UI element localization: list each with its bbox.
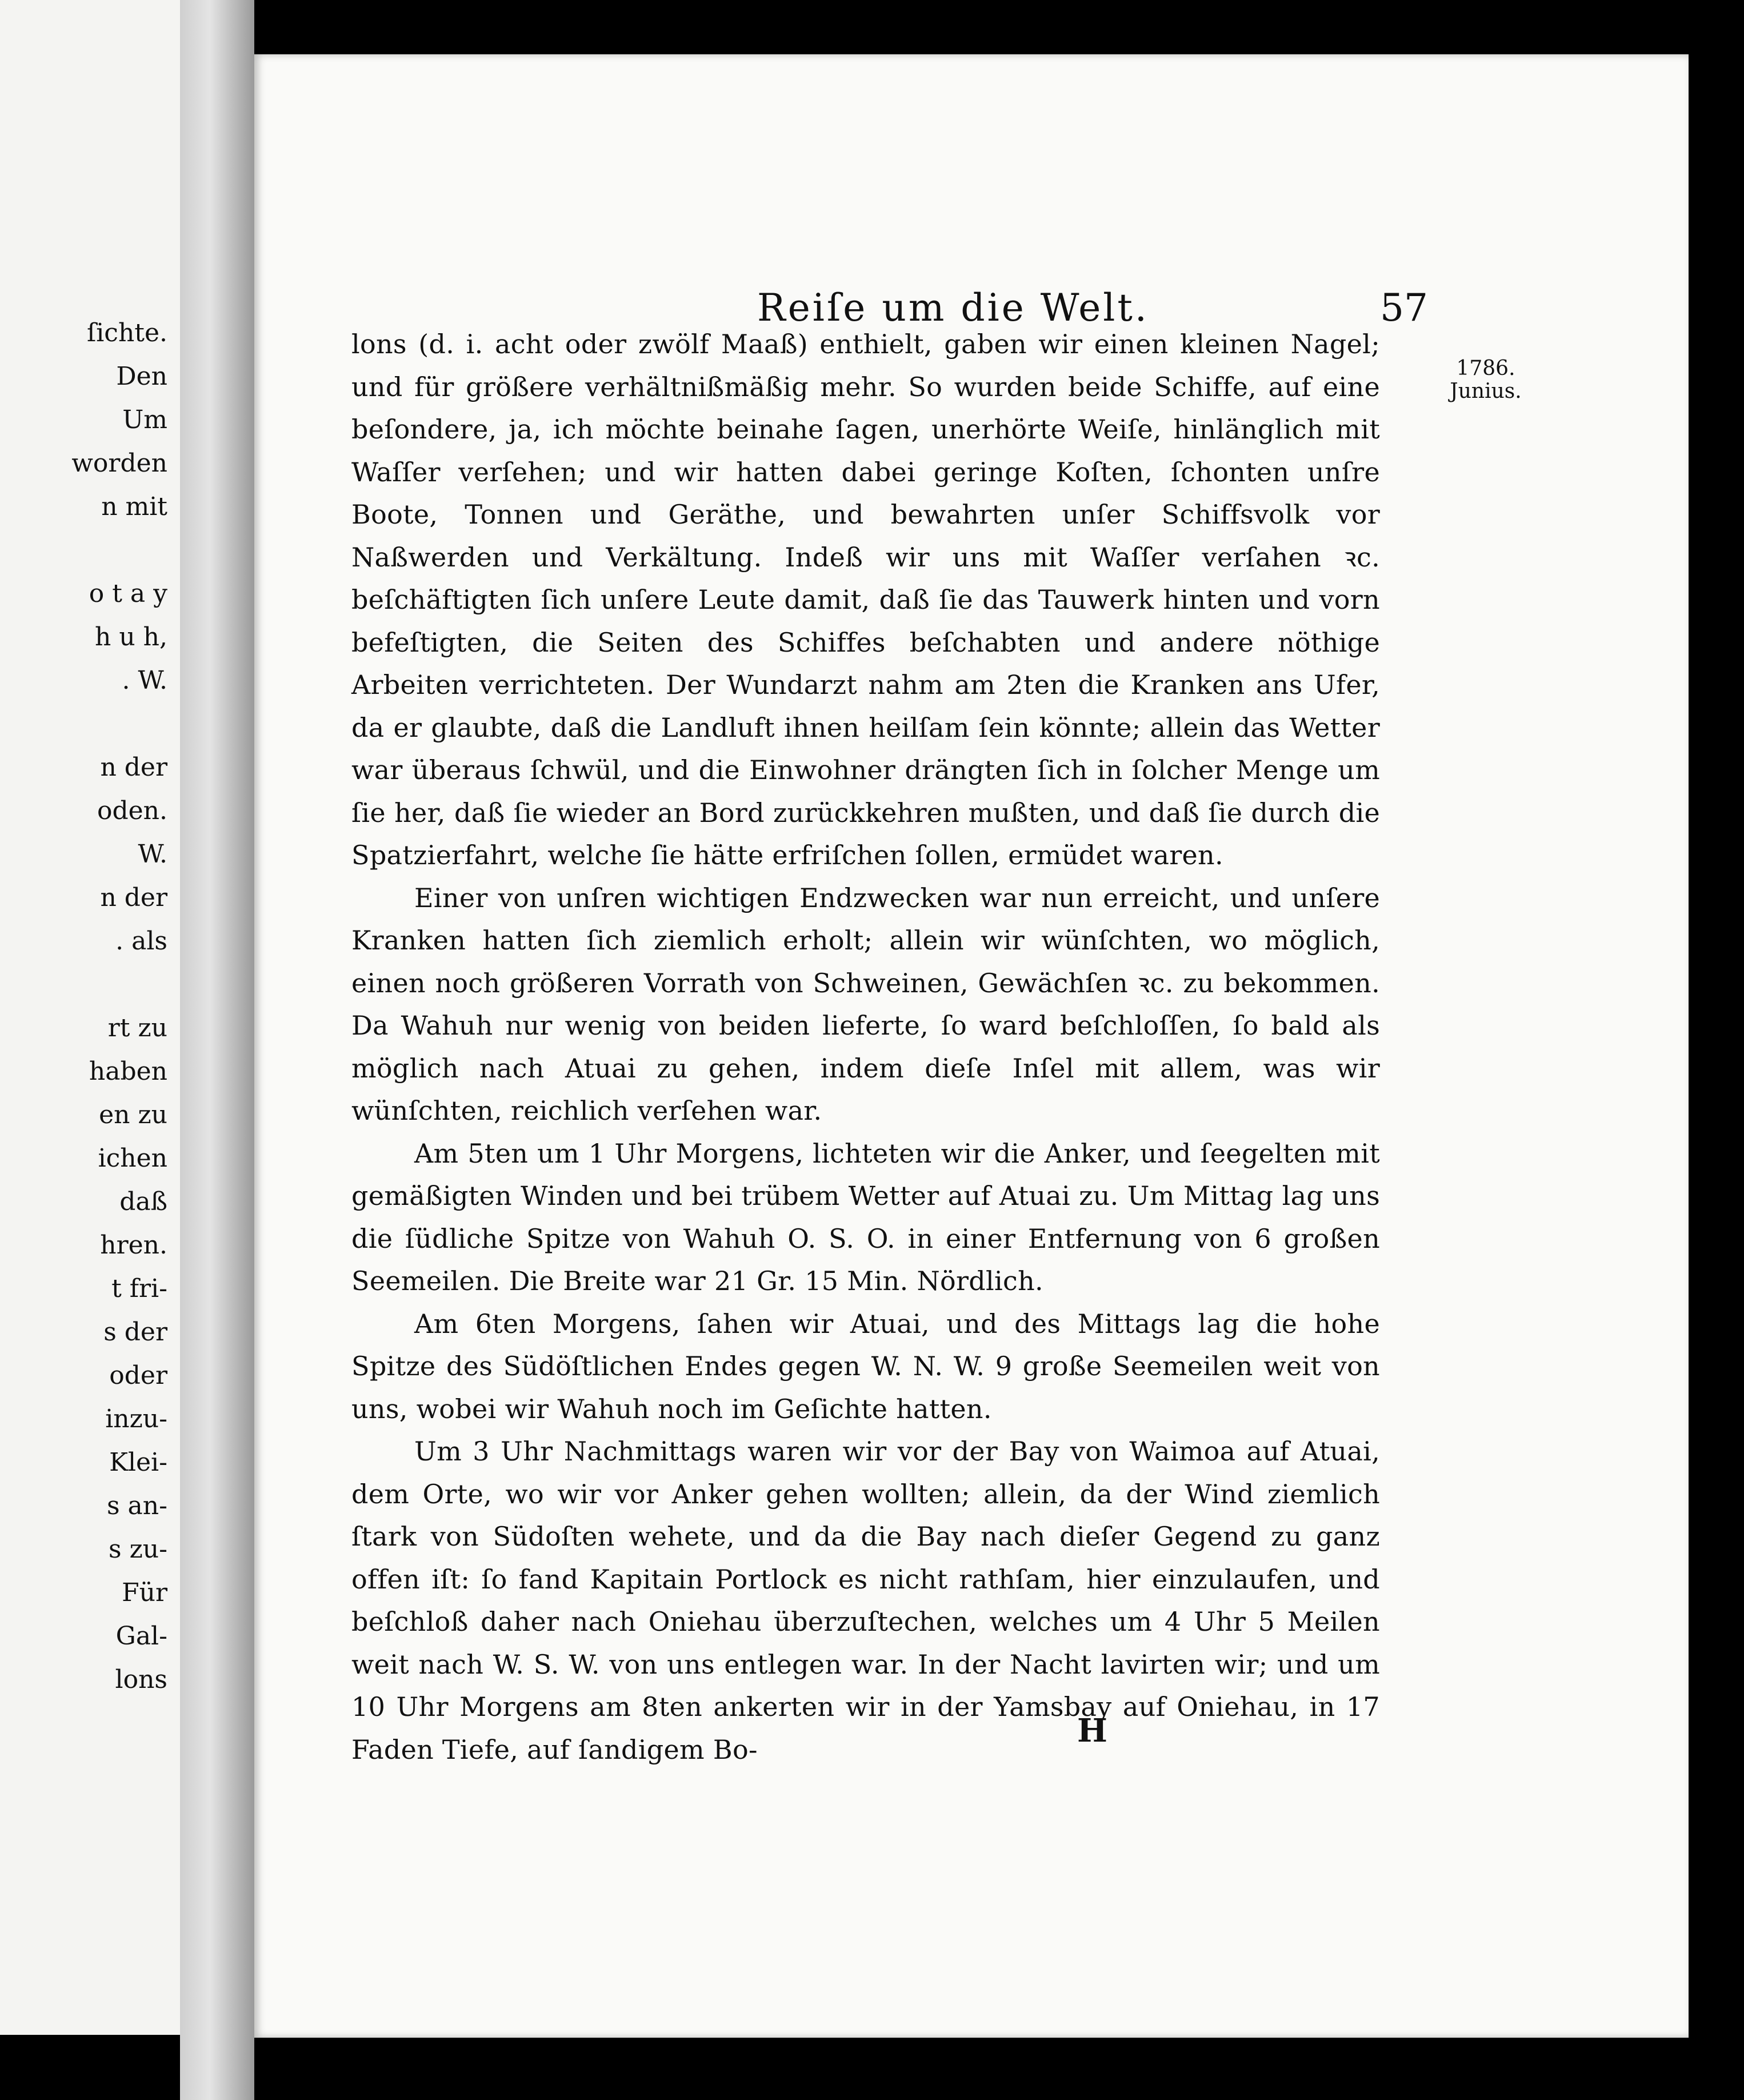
margin-note: [1434, 357, 1537, 403]
left-page-line: oder: [109, 1361, 167, 1390]
left-page-line: worden: [71, 449, 167, 478]
left-page-line: s zu-: [109, 1535, 167, 1564]
body-text: [351, 323, 1380, 1771]
right-page: [254, 54, 1689, 2038]
catchword: H: [1077, 1712, 1107, 1750]
margin-note-month: Junius.: [1450, 380, 1522, 403]
left-page-line: Für: [122, 1578, 167, 1607]
left-page-line: [71, 963, 167, 1007]
left-page-line: t fri-: [111, 1274, 167, 1303]
left-page-line: inzu-: [105, 1404, 167, 1434]
left-page-line: n mit: [101, 492, 167, 521]
left-page-line: daß: [119, 1187, 167, 1216]
left-page-line: en zu: [99, 1100, 167, 1129]
left-page-line-endings: [71, 312, 167, 1702]
left-page-line: rt zu: [107, 1013, 167, 1043]
left-page-line: hren.: [100, 1231, 167, 1260]
paragraph: Am 6ten Morgens, ſahen wir Atuai, und des Mittags lag die hohe Spitze des Südöſtlichen Endes gegen W. N. W. 9 große Seemeilen weit von uns, wobei wir Wahuh noch im Geſichte hatten.: [351, 1308, 1380, 1424]
left-page-line: Klei-: [109, 1448, 167, 1477]
left-page-line: Den: [116, 362, 167, 391]
left-page-line: s an-: [106, 1491, 167, 1520]
left-page-line: h u h,: [95, 622, 167, 652]
running-title: Reiſe um die Welt.: [757, 286, 1149, 330]
left-page-line: W.: [138, 840, 167, 869]
left-page-fragment: [0, 0, 180, 2035]
left-page-line: . als: [115, 927, 167, 956]
left-page-line: [71, 529, 167, 572]
left-page-line: o t a y: [89, 579, 167, 608]
left-page-line: ſichte.: [86, 318, 167, 348]
left-page-line: Gal-: [115, 1622, 167, 1651]
left-page-line: n der: [100, 883, 167, 912]
paragraph: lons (d. i. acht oder zwölf Maaß) enthielt, gaben wir einen kleinen Nagel; und für größere verhältnißmäßig mehr. So wurden beide Schiffe, auf eine beſondere, ja, ich möchte beinahe ſagen, unerhörte Weiſe, hinlänglich mit Waſſer verſehen; und wir hatten dabei geringe Koſten, ſchonten unſre Boote, Tonnen und Geräthe, und bewahrten unſer Schiffsvolk vor Naßwerden und Verkältung. Indeß wir uns mit Waſſer verſahen ꝛc. beſchäftigten ſich unſere Leute damit, daß ſie das Tauwerk hinten und vorn befeſtigten, die Seiten des Schiffes beſchabten und andere nöthige Arbeiten verrichteten. Der Wundarzt nahm am 2ten die Kranken ans Ufer, da er glaubte, daß die Landluft ihnen heilſam ſein könnte; allein das Wetter war überaus ſchwül, und die Einwohner drängten ſich in ſolcher Menge um ſie her, daß ſie wieder an Bord zurückkehren mußten, und daß ſie durch die Spatzierfahrt, welche ſie hätte erfriſchen ſollen, ermüdet waren.: [351, 329, 1380, 871]
left-page-line: . W.: [122, 666, 167, 695]
left-page-line: ichen: [98, 1144, 167, 1173]
paragraph: Um 3 Uhr Nachmittags waren wir vor der Bay von Waimoa auf Atuai, dem Orte, wo wir vor Anker gehen wollten; allein, da der Wind ziemlich ſtark von Südoſten wehete, und da die Bay nach dieſer Gegend zu ganz offen iſt: ſo fand Kapitain Portlock es nicht rathſam, hier einzulaufen, und beſchloß daher nach Oniehau überzuſtechen, welches um 4 Uhr 5 Meilen weit nach W. S. W. von uns entlegen war. In der Nacht lavirten wir; und um 10 Uhr Morgens am 8ten ankerten wir in der Yamsbay auf Oniehau, in 17 Faden Tiefe, auf ſandigem Bo-: [351, 1436, 1380, 1765]
left-page-line: haben: [89, 1057, 167, 1086]
book-gutter: [180, 0, 254, 2100]
left-page-line: Um: [122, 405, 167, 434]
left-page-line: oden.: [97, 796, 167, 825]
left-page-line: n der: [100, 753, 167, 782]
paragraph: Am 5ten um 1 Uhr Morgens, lichteten wir die Anker, und ſeegelten mit gemäßigten Winden und bei trübem Wetter auf Atuai zu. Um Mittag lag uns die ſüdliche Spitze von Wahuh O. S. O. in einer Entfernung von 6 großen Seemeilen. Die Breite war 21 Gr. 15 Min. Nördlich.: [351, 1137, 1380, 1296]
left-page-line: s der: [103, 1318, 167, 1347]
margin-note-year: 1786.: [1456, 357, 1515, 380]
paragraph: Einer von unſren wichtigen Endzwecken war nun erreicht, und unſere Kranken hatten ſich ziemlich erholt; allein wir wünſchten, wo möglich, einen noch größeren Vorrath von Schweinen, Gewächſen ꝛc. zu bekommen. Da Wahuh nur wenig von beiden lieferte, ſo ward beſchloſſen, ſo bald als möglich nach Atuai zu gehen, indem dieſe Inſel mit allem, was wir wünſchten, reichlich verſehen war.: [351, 882, 1380, 1126]
left-page-line: [71, 702, 167, 746]
left-page-line: lons: [115, 1665, 167, 1694]
page-number: 57: [1380, 286, 1428, 330]
